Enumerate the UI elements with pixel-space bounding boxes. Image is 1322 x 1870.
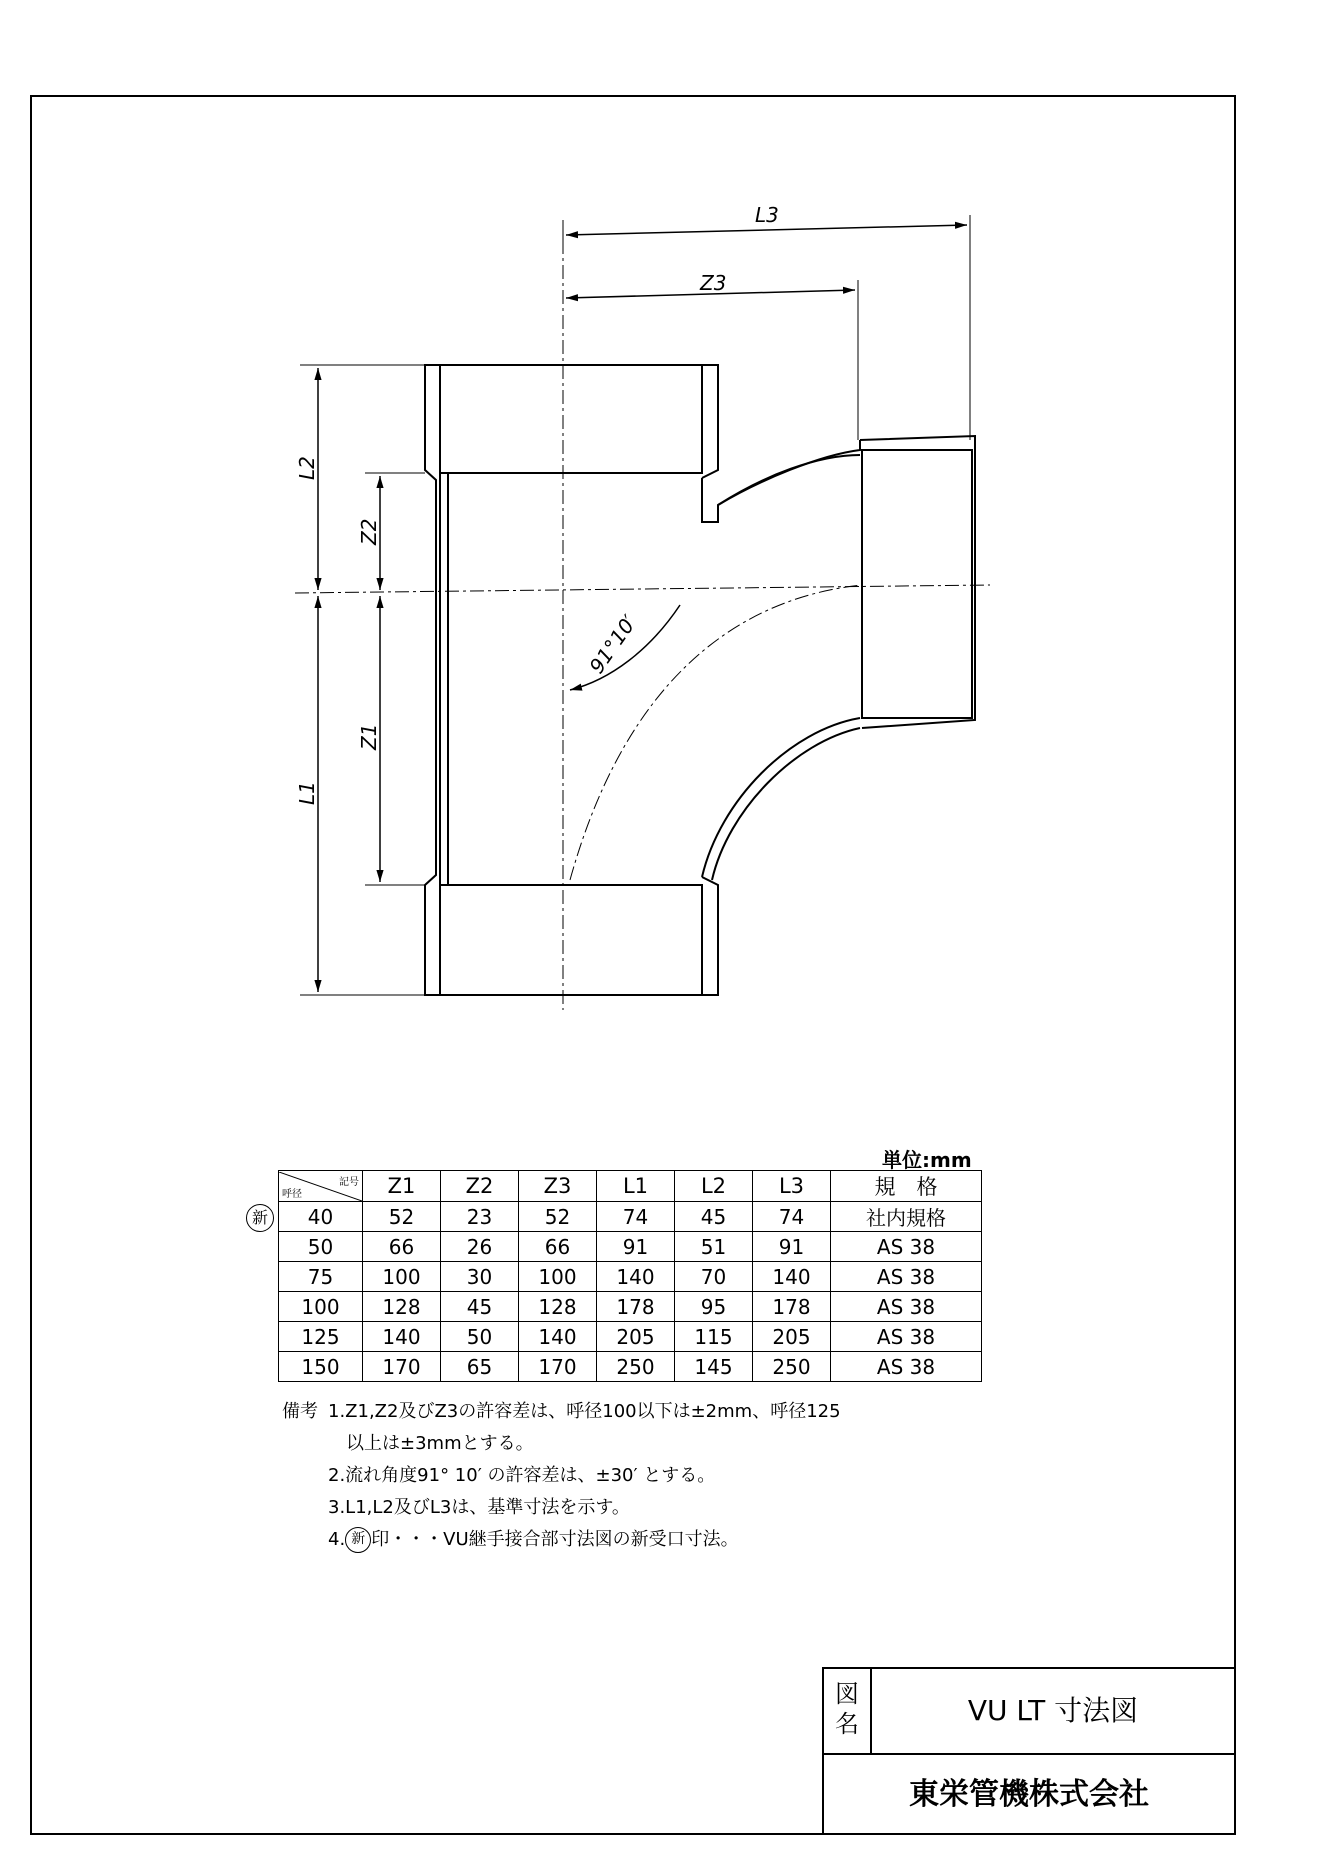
- unit-label: 単位:mm: [882, 1148, 972, 1172]
- table-row: [279, 1322, 982, 1352]
- remark-1-cont-text: 以上は±3mmとする。: [346, 1433, 534, 1454]
- remark-4-text: 印・・・VU継手接合部寸法図の新受口寸法。: [371, 1529, 739, 1550]
- table-cell: 170: [363, 1352, 441, 1382]
- remarks: [282, 1396, 841, 1556]
- table-cell: 45: [675, 1202, 753, 1232]
- remark-2-text: 2.流れ角度91° 10′ の許容差は、±30′ とする。: [328, 1465, 716, 1486]
- table-row: [279, 1232, 982, 1262]
- drawing-title: VU LT 寸法図: [967, 1694, 1139, 1727]
- table-cell: AS 38: [831, 1232, 982, 1262]
- table-cell: 100: [519, 1262, 597, 1292]
- center-lines: [295, 240, 990, 1010]
- new-mark-badge: 新: [246, 1204, 274, 1232]
- fitting-outline: [425, 365, 975, 995]
- table-cell: 52: [363, 1202, 441, 1232]
- table-header-cell: Z3: [519, 1171, 597, 1202]
- title-block: [822, 1667, 1236, 1835]
- remark-1: [282, 1396, 841, 1428]
- table-cell: 65: [441, 1352, 519, 1382]
- table-cell: AS 38: [831, 1262, 982, 1292]
- remark-1-cont: [282, 1428, 841, 1460]
- remark-1-text: 1.Z1,Z2及びZ3の許容差は、呼径100以下は±2mm、呼径125: [328, 1401, 841, 1422]
- table-cell: 45: [441, 1292, 519, 1322]
- remark-2: [282, 1460, 841, 1492]
- dim-L3: L3: [755, 203, 779, 227]
- table-cell: 250: [597, 1352, 675, 1382]
- corner-top-label: 記号: [339, 1176, 359, 1188]
- table-cell: 51: [675, 1232, 753, 1262]
- table-header-cell: L1: [597, 1171, 675, 1202]
- table-cell: 128: [363, 1292, 441, 1322]
- table-row: [279, 1352, 982, 1382]
- table-cell: 26: [441, 1232, 519, 1262]
- table-header-cell: Z1: [363, 1171, 441, 1202]
- table-cell: 30: [441, 1262, 519, 1292]
- table-cell: 145: [675, 1352, 753, 1382]
- dimension-lines: [318, 225, 967, 992]
- remarks-lead: 備考: [282, 1401, 318, 1422]
- table-cell: 66: [519, 1232, 597, 1262]
- dim-L1: L1: [295, 781, 319, 805]
- corner-bottom-label: 呼径: [282, 1188, 302, 1200]
- table-header-cell: L2: [675, 1171, 753, 1202]
- table-cell: 205: [753, 1322, 831, 1352]
- angle-label: 91°10′: [584, 610, 642, 678]
- table-row: [279, 1202, 982, 1232]
- table-cell: 100: [279, 1292, 363, 1322]
- title-block-label: [824, 1669, 872, 1753]
- dim-Z1: Z1: [357, 723, 381, 750]
- table-cell: 178: [597, 1292, 675, 1322]
- table-corner-cell: [279, 1171, 363, 1202]
- title-label-line-2: 名: [835, 1710, 859, 1738]
- table-header-cell: L3: [753, 1171, 831, 1202]
- table-cell: 140: [753, 1262, 831, 1292]
- table-cell: 250: [753, 1352, 831, 1382]
- remark-4-new-mark: 新: [345, 1527, 371, 1553]
- table-cell: 178: [753, 1292, 831, 1322]
- table-cell: 140: [363, 1322, 441, 1352]
- table-cell: 205: [597, 1322, 675, 1352]
- table-cell: 50: [279, 1232, 363, 1262]
- table-cell: 140: [597, 1262, 675, 1292]
- table-cell: 社内規格: [831, 1202, 982, 1232]
- table-cell: 115: [675, 1322, 753, 1352]
- table-cell: 91: [753, 1232, 831, 1262]
- table-row: [279, 1262, 982, 1292]
- extension-lines: [300, 215, 970, 995]
- table-cell: 125: [279, 1322, 363, 1352]
- table-cell: 50: [441, 1322, 519, 1352]
- table-cell: 170: [519, 1352, 597, 1382]
- table-cell: AS 38: [831, 1352, 982, 1382]
- title-label-line-1: 図: [835, 1680, 859, 1708]
- remark-4-prefix: 4.: [328, 1529, 346, 1550]
- table-cell: 75: [279, 1262, 363, 1292]
- table-cell: 140: [519, 1322, 597, 1352]
- dim-Z3: Z3: [700, 271, 727, 295]
- table-cell: 66: [363, 1232, 441, 1262]
- dim-L2: L2: [295, 456, 319, 480]
- table-cell: AS 38: [831, 1292, 982, 1322]
- table-cell: AS 38: [831, 1322, 982, 1352]
- remark-3-text: 3.L1,L2及びL3は、基準寸法を示す。: [328, 1497, 630, 1518]
- dimension-labels: [295, 203, 779, 805]
- table-cell: 95: [675, 1292, 753, 1322]
- table-cell: 150: [279, 1352, 363, 1382]
- table-row: [279, 1292, 982, 1322]
- table-header-cell: 規 格: [831, 1171, 982, 1202]
- table-cell: 74: [597, 1202, 675, 1232]
- company-name: 東栄管機株式会社: [909, 1777, 1149, 1812]
- table-cell: 52: [519, 1202, 597, 1232]
- table-cell: 70: [675, 1262, 753, 1292]
- dimension-table: [278, 1170, 982, 1382]
- table-cell: 74: [753, 1202, 831, 1232]
- table-header-row: [279, 1171, 982, 1202]
- remark-4: [282, 1524, 841, 1556]
- table-cell: 40: [279, 1202, 363, 1232]
- table-header-cell: Z2: [441, 1171, 519, 1202]
- table-cell: 91: [597, 1232, 675, 1262]
- table-cell: 100: [363, 1262, 441, 1292]
- dim-Z2: Z2: [357, 518, 381, 545]
- table-cell: 23: [441, 1202, 519, 1232]
- remark-3: [282, 1492, 841, 1524]
- table-cell: 128: [519, 1292, 597, 1322]
